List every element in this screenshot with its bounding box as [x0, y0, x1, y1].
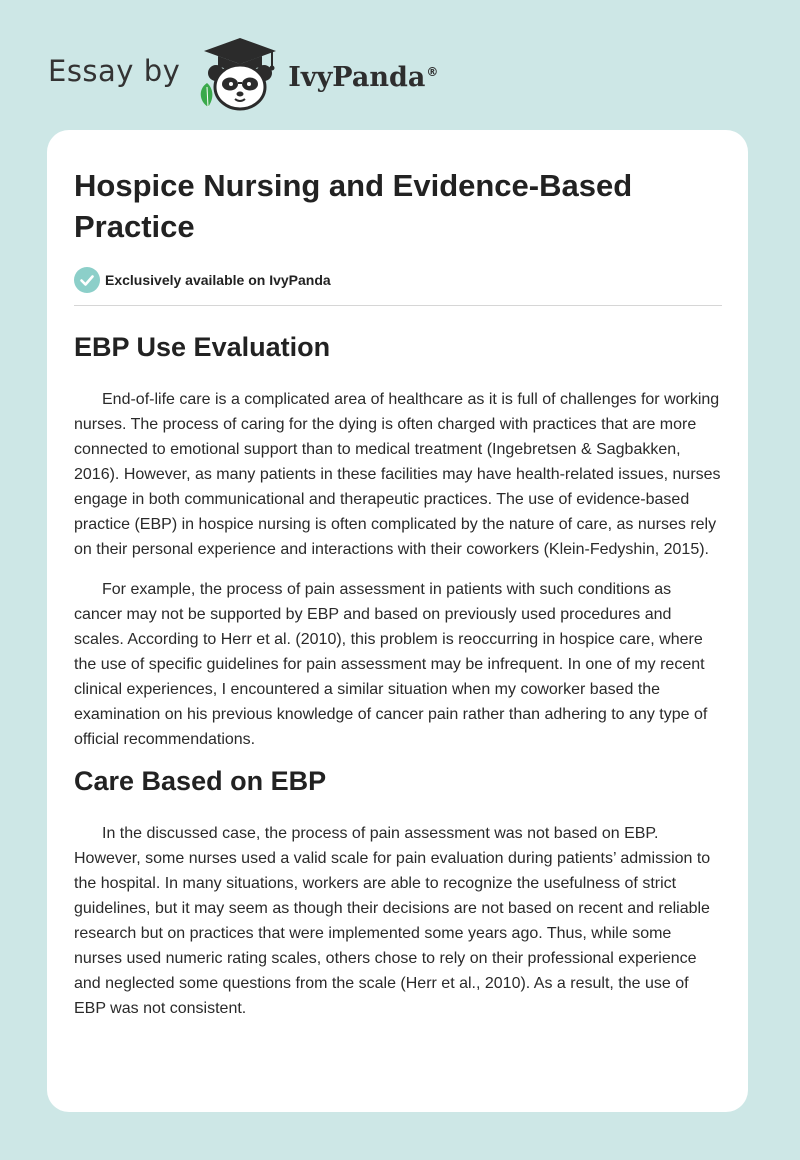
paragraph: End-of-life care is a complicated area of healthcare as it is full of challenges for working nurses. The process of caring for the dying is often charged with practices that are more connected to emotional support than to medical treatment (Ingebretsen & Sagbakken, 2016). However, as many patients in these facilities may have health-related issues, nurses engage in both communicational and therapeutic practices. The use of evidence-based practice (EBP) in hospice nursing is often complicated by the nature of care, as nurses rely on their personal experience and interactions with their coworkers (Klein-Fedyshin, 2015). — [74, 391, 721, 558]
essay-title: Hospice Nursing and Evidence-Based Practice — [74, 168, 633, 244]
registered-mark: ® — [426, 64, 439, 79]
exclusive-badge-text: Exclusively available on IvyPanda — [105, 272, 331, 288]
paragraph: In the discussed case, the process of pain assessment was not based on EBP. However, some nurses used a valid scale for pain evaluation during patients’ admission to the hospital. In many situations, workers are able to recognize the usefulness of strict guidelines, but it may seem as though their decisions are not based on recent and reliable research but on practices that were implemented some years ago. Thus, while some nurses used numeric rating scales, others chose to rely on their professional experience and neglected some questions from the scale (Herr et al., 2010). As a result, the use of EBP was not consistent. — [74, 825, 711, 1017]
brand-prefix: Essay by — [48, 54, 181, 88]
section-heading-care-based-on-ebp: Care Based on EBP — [74, 766, 327, 796]
title-divider — [74, 305, 722, 306]
exclusive-badge — [74, 267, 722, 293]
section-heading-ebp-use-evaluation: EBP Use Evaluation — [74, 332, 331, 362]
site-brand[interactable] — [48, 34, 438, 114]
paragraph: For example, the process of pain assessment in patients with such conditions as cancer may not be supported by EBP and based on previously used procedures and scales. According to Herr et al. (2010), this problem is reoccurring in hospice care, where the use of specific guidelines for pain assessment may be infrequent. In one of my recent clinical experiences, I encountered a similar situation when my coworker based the examination on his previous knowledge of cancer pain rather than adhering to any type of official recommendations. — [74, 581, 708, 748]
panda-graduate-logo-icon — [194, 35, 286, 113]
check-badge-icon — [74, 267, 100, 293]
essay-card — [47, 130, 748, 1112]
brand-name: IvyPanda® — [288, 61, 439, 93]
